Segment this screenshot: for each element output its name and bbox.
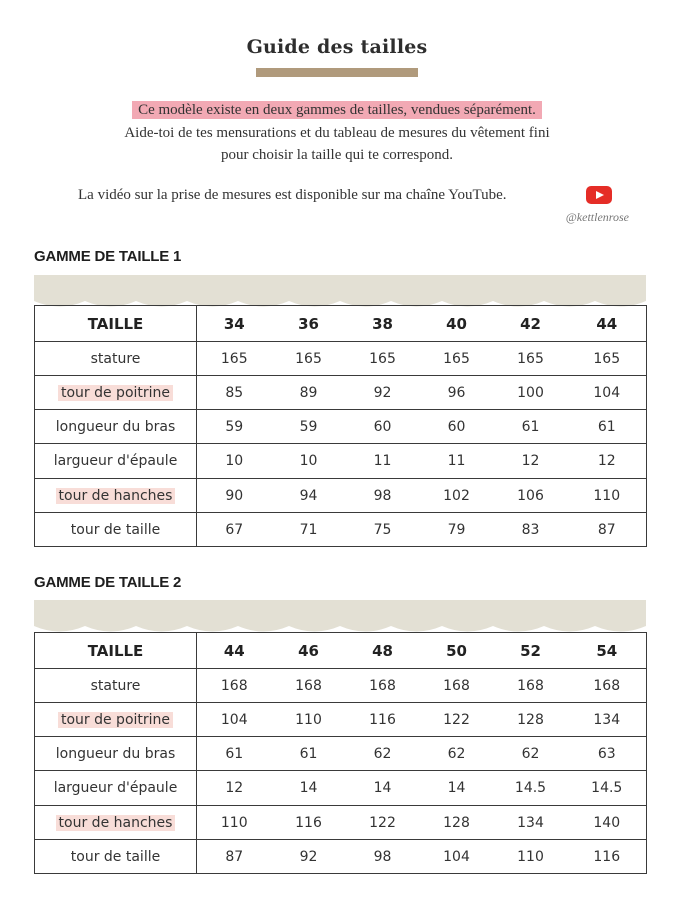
- table-row: [35, 479, 647, 513]
- row-label: tour de poitrine: [58, 385, 173, 401]
- measure-cell: 110: [494, 840, 568, 874]
- intro-highlight-line: [0, 102, 674, 119]
- measure-cell: 62: [420, 737, 494, 771]
- measure-cell: 168: [197, 669, 272, 703]
- measure-cell: 98: [346, 479, 420, 513]
- measure-cell: 168: [272, 669, 346, 703]
- size-header-cell: 38: [346, 306, 420, 342]
- measure-cell: 100: [494, 376, 568, 410]
- table-row: [35, 410, 647, 444]
- table-row: [35, 771, 647, 806]
- table-row: [35, 342, 647, 376]
- table-row: [35, 737, 647, 771]
- row-label-cell: [35, 669, 197, 703]
- measure-cell: 63: [568, 737, 647, 771]
- measure-cell: 92: [346, 376, 420, 410]
- measure-cell: 14.5: [494, 771, 568, 806]
- measure-cell: 104: [197, 703, 272, 737]
- measure-cell: 110: [197, 806, 272, 840]
- measure-cell: 14: [346, 771, 420, 806]
- size-header-cell: 44: [568, 306, 647, 342]
- row-label-cell: [35, 737, 197, 771]
- size-table-2: [34, 632, 647, 874]
- measure-cell: 165: [420, 342, 494, 376]
- measure-cell: 12: [568, 444, 647, 479]
- measure-cell: 134: [494, 806, 568, 840]
- measure-cell: 71: [272, 513, 346, 547]
- measure-cell: 12: [494, 444, 568, 479]
- row-label-cell: [35, 376, 197, 410]
- measure-cell: 62: [346, 737, 420, 771]
- size-header-cell: 54: [568, 633, 647, 669]
- measure-cell: 104: [420, 840, 494, 874]
- row-label: stature: [90, 350, 141, 367]
- measure-cell: 87: [197, 840, 272, 874]
- measure-cell: 122: [346, 806, 420, 840]
- measure-cell: 83: [494, 513, 568, 547]
- measure-cell: 85: [197, 376, 272, 410]
- row-label-cell: [35, 479, 197, 513]
- range-heading-1: GAMME DE TAILLE 1: [34, 248, 182, 265]
- title-underline: [256, 68, 418, 77]
- measure-cell: 165: [568, 342, 647, 376]
- measure-cell: 168: [568, 669, 647, 703]
- measure-cell: 11: [420, 444, 494, 479]
- scallop-band-2: [34, 600, 646, 636]
- row-label: longueur du bras: [55, 745, 176, 762]
- size-table-1: [34, 305, 647, 547]
- row-label-cell: [35, 703, 197, 737]
- size-header-cell: 50: [420, 633, 494, 669]
- size-header-cell: 36: [272, 306, 346, 342]
- header-label: TAILLE: [35, 633, 197, 669]
- measure-cell: 14: [272, 771, 346, 806]
- table-row: [35, 806, 647, 840]
- measure-cell: 102: [420, 479, 494, 513]
- row-label-cell: [35, 840, 197, 874]
- measure-cell: 106: [494, 479, 568, 513]
- range-heading-2: GAMME DE TAILLE 2: [34, 574, 182, 591]
- measure-cell: 94: [272, 479, 346, 513]
- row-label: largueur d'épaule: [53, 780, 178, 796]
- row-label-cell: [35, 342, 197, 376]
- table-row: [35, 840, 647, 874]
- page-title: Guide des tailles: [246, 36, 428, 58]
- row-label-cell: [35, 513, 197, 547]
- measure-cell: 67: [197, 513, 272, 547]
- measure-cell: 90: [197, 479, 272, 513]
- measure-cell: 134: [568, 703, 647, 737]
- video-info: La vidéo sur la prise de mesures est disponible sur ma chaîne YouTube.: [78, 187, 507, 203]
- youtube-play-icon[interactable]: [586, 186, 612, 204]
- measure-cell: 89: [272, 376, 346, 410]
- measure-cell: 61: [568, 410, 647, 444]
- measure-cell: 165: [272, 342, 346, 376]
- measure-cell: 79: [420, 513, 494, 547]
- row-label: tour de hanches: [56, 488, 176, 504]
- row-label: longueur du bras: [55, 418, 176, 435]
- measure-cell: 116: [568, 840, 647, 874]
- size-header-cell: 40: [420, 306, 494, 342]
- measure-cell: 165: [346, 342, 420, 376]
- size-header-cell: 34: [197, 306, 272, 342]
- measure-cell: 98: [346, 840, 420, 874]
- measure-cell: 165: [494, 342, 568, 376]
- measure-cell: 110: [568, 479, 647, 513]
- table-row: [35, 444, 647, 479]
- measure-cell: 165: [197, 342, 272, 376]
- measure-cell: 116: [346, 703, 420, 737]
- intro-highlight-text: Ce modèle existe en deux gammes de tailles, vendues séparément.: [132, 101, 542, 119]
- measure-cell: 61: [197, 737, 272, 771]
- size-header-cell: 42: [494, 306, 568, 342]
- measure-cell: 75: [346, 513, 420, 547]
- size-header-cell: 46: [272, 633, 346, 669]
- row-label-cell: [35, 444, 197, 479]
- measure-cell: 168: [420, 669, 494, 703]
- row-label-cell: [35, 806, 197, 840]
- row-label: largueur d'épaule: [53, 453, 178, 469]
- header-label: TAILLE: [35, 306, 197, 342]
- table-row: [35, 669, 647, 703]
- measure-cell: 87: [568, 513, 647, 547]
- row-label: tour de poitrine: [58, 712, 173, 728]
- measure-cell: 128: [494, 703, 568, 737]
- measure-cell: 61: [494, 410, 568, 444]
- row-label: tour de taille: [70, 521, 161, 538]
- row-label-cell: [35, 771, 197, 806]
- size-header-cell: 52: [494, 633, 568, 669]
- scallop-shape: [34, 275, 646, 307]
- row-label: stature: [90, 677, 141, 694]
- scallop-shape: [34, 600, 646, 632]
- measure-cell: 59: [197, 410, 272, 444]
- measure-cell: 10: [272, 444, 346, 479]
- measure-cell: 10: [197, 444, 272, 479]
- measure-cell: 110: [272, 703, 346, 737]
- measure-cell: 61: [272, 737, 346, 771]
- measure-cell: 92: [272, 840, 346, 874]
- measure-cell: 14.5: [568, 771, 647, 806]
- measure-cell: 168: [494, 669, 568, 703]
- row-label-cell: [35, 410, 197, 444]
- measure-cell: 62: [494, 737, 568, 771]
- measure-cell: 60: [346, 410, 420, 444]
- channel-handle: @kettlenrose: [565, 210, 629, 224]
- measure-cell: 60: [420, 410, 494, 444]
- size-header-cell: 48: [346, 633, 420, 669]
- table-row: [35, 703, 647, 737]
- measure-cell: 12: [197, 771, 272, 806]
- table-header-row: [35, 633, 647, 669]
- measure-cell: 140: [568, 806, 647, 840]
- table-row: [35, 376, 647, 410]
- table-row: [35, 513, 647, 547]
- table-header-row: [35, 306, 647, 342]
- measure-cell: 14: [420, 771, 494, 806]
- measure-cell: 168: [346, 669, 420, 703]
- row-label: tour de taille: [70, 848, 161, 865]
- measure-cell: 59: [272, 410, 346, 444]
- measure-cell: 128: [420, 806, 494, 840]
- size-header-cell: 44: [197, 633, 272, 669]
- intro-line-3: pour choisir la taille qui te correspond.: [220, 147, 454, 163]
- measure-cell: 122: [420, 703, 494, 737]
- measure-cell: 96: [420, 376, 494, 410]
- measure-cell: 11: [346, 444, 420, 479]
- measure-cell: 116: [272, 806, 346, 840]
- measure-cell: 104: [568, 376, 647, 410]
- row-label: tour de hanches: [56, 815, 176, 831]
- intro-line-2: Aide-toi de tes mensurations et du tableau de mesures du vêtement fini: [124, 125, 550, 141]
